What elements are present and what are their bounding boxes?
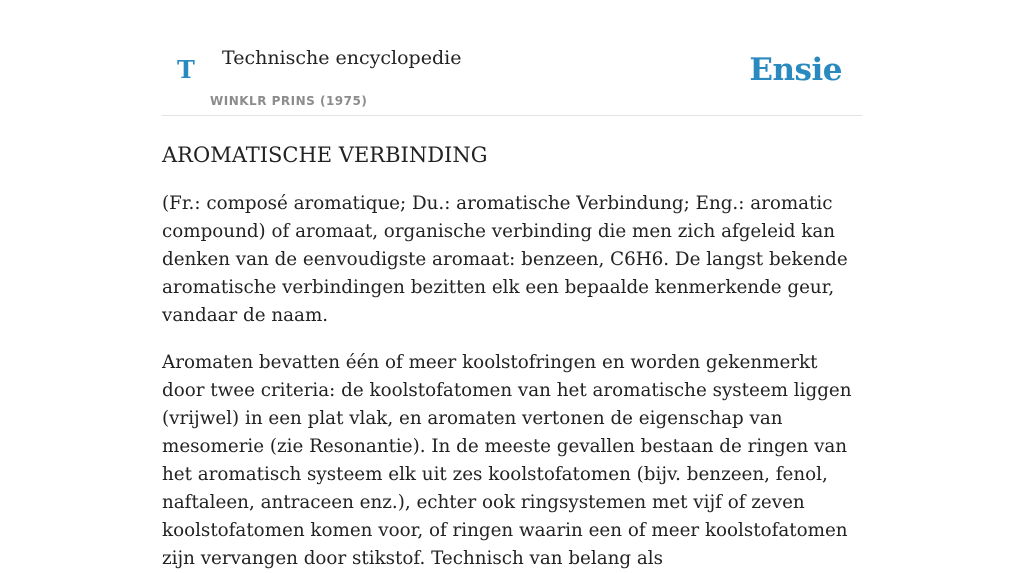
entry-header	[162, 0, 862, 116]
encyclopedia-logo[interactable]: T	[177, 55, 195, 84]
encyclopedia-title-link[interactable]: Technische encyclopedie	[222, 47, 462, 69]
article-paragraph: (Fr.: composé aromatique; Du.: aromatische Verbindung; Eng.: aromatic compound) of aromaat, organische verbinding die men zich afgeleid kan denken van de eenvoudigste aromaat: benzeen, C6H6. De langst bekende aromatische verbindingen bezitten elk een bepaalde kenmerkende geur, vandaar de naam.	[162, 193, 848, 326]
source-label: WINKLR PRINS (1975)	[210, 94, 368, 108]
article-body	[162, 190, 862, 573]
article-title: AROMATISCHE VERBINDING	[162, 143, 488, 167]
article-paragraph: Aromaten bevatten één of meer koolstofringen en worden gekenmerkt door twee criteria: de koolstofatomen van het aromatische systeem liggen (vrijwel) in een plat vlak, en aromaten vertonen de eigenschap van mesomerie (zie Resonantie). In de meeste gevallen bestaan de ringen van het aromatisch systeem elk uit zes koolstofatomen (bijv. benzeen, fenol, naftaleen, antraceen enz.), echter ook ringsystemen met vijf of zeven koolstofatomen komen voor, of ringen waarin een of meer koolstofatomen zijn vervangen door stikstof. Technisch van belang als	[162, 352, 852, 569]
content-container	[162, 0, 862, 573]
brand-logo[interactable]: Ensie	[749, 52, 842, 88]
